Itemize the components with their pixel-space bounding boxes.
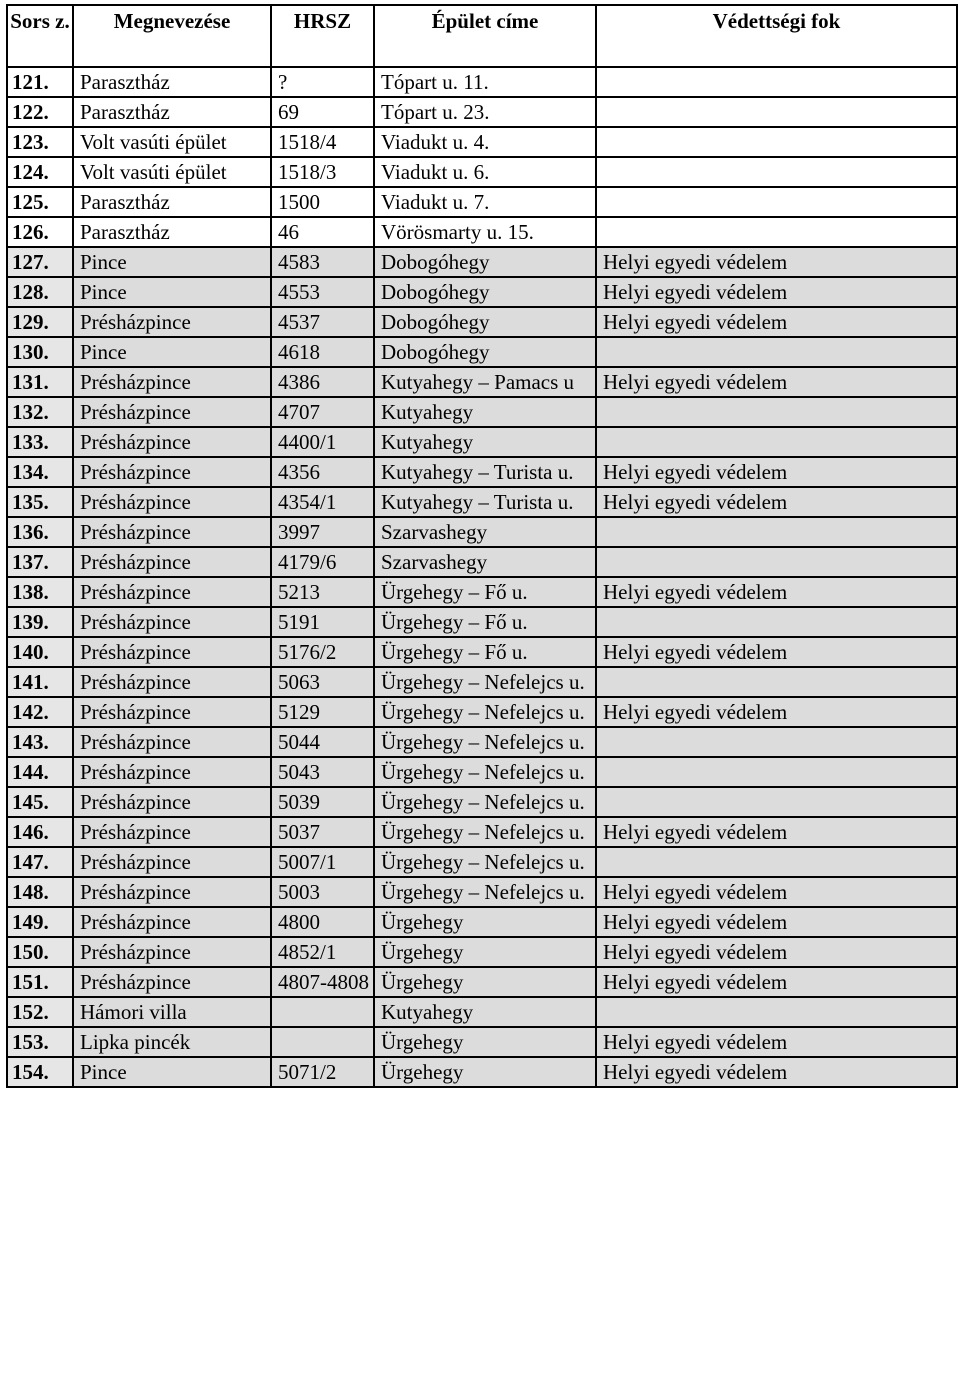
row-address: Kutyahegy [374,997,596,1027]
row-hrsz: 46 [271,217,374,247]
row-name: Parasztház [73,217,271,247]
row-protection-level [596,757,957,787]
row-serial-number: 139. [7,607,73,637]
table-row [7,247,957,277]
row-serial-number: 142. [7,697,73,727]
row-name: Présházpince [73,757,271,787]
protected-buildings-table [6,4,958,1088]
row-serial-number: 145. [7,787,73,817]
table-row [7,817,957,847]
row-serial-number: 136. [7,517,73,547]
row-hrsz: 5044 [271,727,374,757]
table-row [7,397,957,427]
row-hrsz: 5213 [271,577,374,607]
row-serial-number: 143. [7,727,73,757]
row-address: Ürgehegy – Fő u. [374,637,596,667]
row-hrsz: 4618 [271,337,374,367]
row-name: Présházpince [73,487,271,517]
row-address: Dobogóhegy [374,277,596,307]
header-serial-number: Sors z. [7,5,73,67]
row-protection-level [596,127,957,157]
row-protection-level: Helyi egyedi védelem [596,637,957,667]
row-protection-level: Helyi egyedi védelem [596,877,957,907]
row-protection-level [596,97,957,127]
row-serial-number: 137. [7,547,73,577]
row-hrsz: 5003 [271,877,374,907]
row-serial-number: 125. [7,187,73,217]
row-hrsz: 4179/6 [271,547,374,577]
row-hrsz: 4537 [271,307,374,337]
row-protection-level [596,787,957,817]
row-protection-level: Helyi egyedi védelem [596,307,957,337]
row-serial-number: 141. [7,667,73,697]
row-name: Présházpince [73,877,271,907]
row-hrsz [271,1027,374,1057]
row-serial-number: 129. [7,307,73,337]
row-serial-number: 148. [7,877,73,907]
row-protection-level [596,607,957,637]
row-serial-number: 134. [7,457,73,487]
table-row [7,607,957,637]
table-row [7,847,957,877]
row-serial-number: 122. [7,97,73,127]
row-serial-number: 146. [7,817,73,847]
table-row [7,487,957,517]
row-hrsz: 5071/2 [271,1057,374,1087]
row-name: Présházpince [73,427,271,457]
row-protection-level: Helyi egyedi védelem [596,367,957,397]
row-name: Présházpince [73,667,271,697]
table-row [7,877,957,907]
row-protection-level [596,667,957,697]
row-address: Kutyahegy – Turista u. [374,487,596,517]
row-serial-number: 131. [7,367,73,397]
row-serial-number: 144. [7,757,73,787]
table-row [7,787,957,817]
row-serial-number: 127. [7,247,73,277]
row-hrsz: 5043 [271,757,374,787]
row-protection-level: Helyi egyedi védelem [596,247,957,277]
row-protection-level [596,337,957,367]
table-row [7,937,957,967]
row-address: Ürgehegy – Nefelejcs u. [374,877,596,907]
row-serial-number: 123. [7,127,73,157]
table-body [7,67,957,1087]
row-name: Présházpince [73,457,271,487]
row-address: Ürgehegy – Nefelejcs u. [374,667,596,697]
row-protection-level: Helyi egyedi védelem [596,487,957,517]
row-hrsz: 4356 [271,457,374,487]
table-row [7,367,957,397]
row-name: Pince [73,337,271,367]
table-row [7,217,957,247]
row-serial-number: 128. [7,277,73,307]
table-row [7,577,957,607]
row-name: Présházpince [73,517,271,547]
row-hrsz: 5191 [271,607,374,637]
table-row [7,277,957,307]
row-protection-level [596,727,957,757]
row-address: Kutyahegy – Turista u. [374,457,596,487]
row-name: Présházpince [73,697,271,727]
row-address: Dobogóhegy [374,247,596,277]
row-name: Présházpince [73,637,271,667]
row-name: Pince [73,1057,271,1087]
row-address: Kutyahegy [374,397,596,427]
row-protection-level: Helyi egyedi védelem [596,457,957,487]
row-hrsz: 4386 [271,367,374,397]
row-hrsz: 3997 [271,517,374,547]
table-row [7,757,957,787]
row-address: Ürgehegy [374,1027,596,1057]
row-address: Dobogóhegy [374,307,596,337]
row-serial-number: 133. [7,427,73,457]
row-protection-level [596,217,957,247]
row-serial-number: 132. [7,397,73,427]
row-serial-number: 140. [7,637,73,667]
row-hrsz: 5176/2 [271,637,374,667]
row-hrsz [271,997,374,1027]
header-address: Épület címe [374,5,596,67]
table-row [7,907,957,937]
row-address: Ürgehegy [374,1057,596,1087]
row-address: Kutyahegy [374,427,596,457]
row-protection-level: Helyi egyedi védelem [596,817,957,847]
row-protection-level [596,67,957,97]
row-name: Volt vasúti épület [73,157,271,187]
row-hrsz: 4400/1 [271,427,374,457]
table-row [7,67,957,97]
row-address: Ürgehegy – Fő u. [374,607,596,637]
row-serial-number: 151. [7,967,73,997]
row-name: Présházpince [73,307,271,337]
table-row [7,697,957,727]
row-hrsz: 4852/1 [271,937,374,967]
table-row [7,427,957,457]
row-name: Hámori villa [73,997,271,1027]
row-name: Présházpince [73,817,271,847]
row-address: Ürgehegy [374,937,596,967]
row-serial-number: 130. [7,337,73,367]
table-row [7,637,957,667]
row-address: Szarvashegy [374,547,596,577]
header-hrsz: HRSZ [271,5,374,67]
row-protection-level [596,997,957,1027]
row-serial-number: 149. [7,907,73,937]
table-row [7,547,957,577]
header-name: Megnevezése [73,5,271,67]
row-address: Ürgehegy [374,967,596,997]
row-hrsz: 1500 [271,187,374,217]
row-serial-number: 124. [7,157,73,187]
row-name: Présházpince [73,607,271,637]
table-row [7,1057,957,1087]
row-address: Viadukt u. 6. [374,157,596,187]
row-hrsz: 69 [271,97,374,127]
row-name: Présházpince [73,787,271,817]
row-hrsz: 4354/1 [271,487,374,517]
row-name: Parasztház [73,187,271,217]
row-address: Ürgehegy – Fő u. [374,577,596,607]
row-serial-number: 154. [7,1057,73,1087]
table-row [7,127,957,157]
row-name: Présházpince [73,937,271,967]
row-hrsz: 1518/3 [271,157,374,187]
row-hrsz: 5007/1 [271,847,374,877]
row-name: Présházpince [73,547,271,577]
row-protection-level [596,187,957,217]
row-address: Dobogóhegy [374,337,596,367]
row-address: Vörösmarty u. 15. [374,217,596,247]
table-row [7,307,957,337]
row-name: Présházpince [73,397,271,427]
table-row [7,667,957,697]
row-address: Kutyahegy – Pamacs u [374,367,596,397]
table-header-row [7,5,957,67]
row-hrsz: 4807-4808 [271,967,374,997]
table-row [7,967,957,997]
row-protection-level [596,847,957,877]
row-serial-number: 121. [7,67,73,97]
row-name: Pince [73,277,271,307]
row-hrsz: 1518/4 [271,127,374,157]
row-protection-level: Helyi egyedi védelem [596,967,957,997]
row-name: Présházpince [73,727,271,757]
row-address: Viadukt u. 4. [374,127,596,157]
table-row [7,517,957,547]
row-protection-level: Helyi egyedi védelem [596,907,957,937]
table-row [7,997,957,1027]
row-hrsz: ? [271,67,374,97]
row-address: Viadukt u. 7. [374,187,596,217]
row-name: Parasztház [73,97,271,127]
table-row [7,97,957,127]
row-name: Présházpince [73,577,271,607]
row-serial-number: 138. [7,577,73,607]
row-protection-level: Helyi egyedi védelem [596,277,957,307]
row-protection-level [596,427,957,457]
row-address: Ürgehegy – Nefelejcs u. [374,847,596,877]
row-protection-level: Helyi egyedi védelem [596,577,957,607]
row-address: Szarvashegy [374,517,596,547]
protected-buildings-sheet [6,4,956,1088]
row-name: Présházpince [73,847,271,877]
row-serial-number: 153. [7,1027,73,1057]
row-address: Ürgehegy – Nefelejcs u. [374,787,596,817]
row-protection-level [596,157,957,187]
header-protection-level: Védettségi fok [596,5,957,67]
row-serial-number: 150. [7,937,73,967]
row-address: Ürgehegy – Nefelejcs u. [374,757,596,787]
table-row [7,457,957,487]
row-name: Parasztház [73,67,271,97]
table-row [7,727,957,757]
table-row [7,337,957,367]
row-serial-number: 135. [7,487,73,517]
row-protection-level: Helyi egyedi védelem [596,1057,957,1087]
row-address: Tópart u. 23. [374,97,596,127]
row-hrsz: 5039 [271,787,374,817]
table-row [7,1027,957,1057]
row-protection-level [596,517,957,547]
row-hrsz: 4553 [271,277,374,307]
row-protection-level: Helyi egyedi védelem [596,937,957,967]
row-address: Ürgehegy – Nefelejcs u. [374,697,596,727]
row-protection-level: Helyi egyedi védelem [596,697,957,727]
row-name: Présházpince [73,367,271,397]
row-hrsz: 5063 [271,667,374,697]
table-row [7,187,957,217]
row-hrsz: 4707 [271,397,374,427]
row-protection-level: Helyi egyedi védelem [596,1027,957,1057]
row-address: Ürgehegy – Nefelejcs u. [374,727,596,757]
row-name: Pince [73,247,271,277]
row-protection-level [596,397,957,427]
row-hrsz: 4583 [271,247,374,277]
row-hrsz: 5037 [271,817,374,847]
row-protection-level [596,547,957,577]
row-address: Ürgehegy [374,907,596,937]
row-address: Tópart u. 11. [374,67,596,97]
row-name: Présházpince [73,907,271,937]
row-name: Lipka pincék [73,1027,271,1057]
row-serial-number: 152. [7,997,73,1027]
row-name: Volt vasúti épület [73,127,271,157]
row-serial-number: 126. [7,217,73,247]
row-hrsz: 5129 [271,697,374,727]
row-address: Ürgehegy – Nefelejcs u. [374,817,596,847]
table-row [7,157,957,187]
row-name: Présházpince [73,967,271,997]
row-serial-number: 147. [7,847,73,877]
row-hrsz: 4800 [271,907,374,937]
